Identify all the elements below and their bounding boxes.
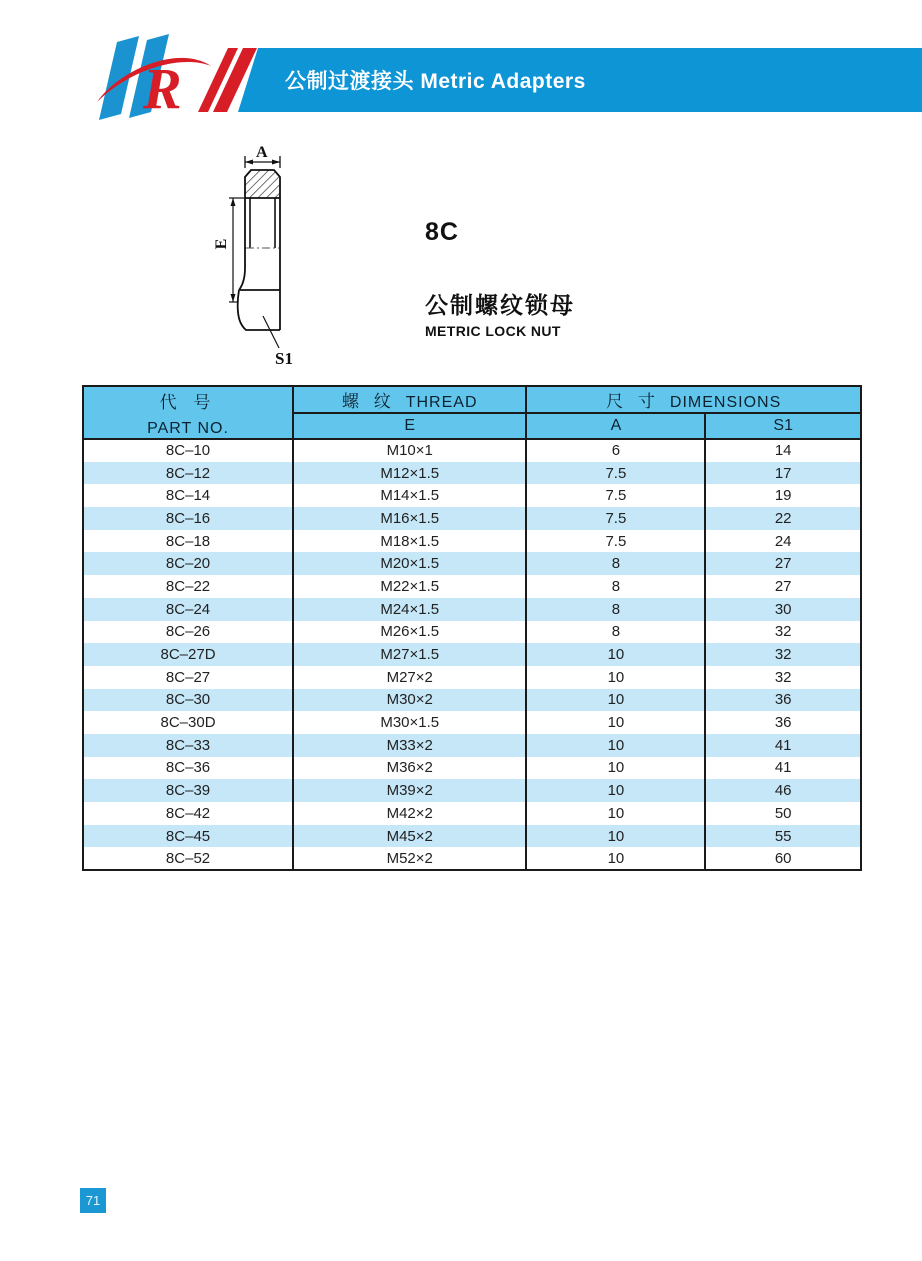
cell-dim-a: 10: [526, 847, 705, 870]
table-row: [83, 598, 861, 621]
cell-thread-e: M30×1.5: [293, 711, 526, 734]
cell-dim-s1: 24: [705, 530, 861, 553]
col-header-part-no-en: PART NO.: [147, 419, 229, 437]
cell-dim-a: 10: [526, 779, 705, 802]
cell-dim-s1: 46: [705, 779, 861, 802]
cell-part-no: 8C–42: [83, 802, 293, 825]
table-row: [83, 847, 861, 870]
cell-thread-e: M45×2: [293, 825, 526, 848]
dimension-s1-label: S1: [275, 349, 293, 368]
company-logo: [95, 30, 265, 122]
cell-dim-s1: 19: [705, 484, 861, 507]
col-header-thread: [293, 386, 526, 413]
cell-part-no: 8C–27: [83, 666, 293, 689]
col-header-dimensions: [526, 386, 861, 413]
cell-dim-a: 10: [526, 734, 705, 757]
cell-part-no: 8C–12: [83, 462, 293, 485]
product-name-zh: 公制螺纹锁母: [425, 292, 575, 318]
page-number-badge: 71: [80, 1188, 106, 1213]
cell-dim-s1: 22: [705, 507, 861, 530]
col-header-thread-en: THREAD: [405, 394, 478, 411]
cell-dim-s1: 50: [705, 802, 861, 825]
table-row: [83, 711, 861, 734]
cell-dim-a: 7.5: [526, 530, 705, 553]
col-header-dimensions-en: DIMENSIONS: [669, 394, 782, 411]
cell-dim-a: 10: [526, 802, 705, 825]
cell-part-no: 8C–20: [83, 552, 293, 575]
cell-thread-e: M36×2: [293, 757, 526, 780]
cell-dim-a: 10: [526, 643, 705, 666]
table-row: [83, 575, 861, 598]
s1-leader-line: [263, 316, 279, 348]
cell-dim-a: 10: [526, 757, 705, 780]
cell-dim-s1: 32: [705, 666, 861, 689]
cell-dim-s1: 36: [705, 689, 861, 712]
cell-dim-s1: 27: [705, 575, 861, 598]
table-row: [83, 621, 861, 644]
cell-thread-e: M12×1.5: [293, 462, 526, 485]
col-header-thread-zh: 螺 纹: [341, 392, 396, 411]
cell-thread-e: M10×1: [293, 439, 526, 462]
cell-dim-s1: 41: [705, 734, 861, 757]
cell-dim-s1: 36: [705, 711, 861, 734]
cell-thread-e: M24×1.5: [293, 598, 526, 621]
cell-dim-s1: 27: [705, 552, 861, 575]
dimension-e-label: E: [213, 238, 230, 250]
page-title: 公制过渡接头 Metric Adapters: [285, 70, 586, 93]
table-row: [83, 643, 861, 666]
cell-part-no: 8C–27D: [83, 643, 293, 666]
table-row: [83, 507, 861, 530]
cell-thread-e: M27×1.5: [293, 643, 526, 666]
cell-thread-e: M22×1.5: [293, 575, 526, 598]
cell-thread-e: M52×2: [293, 847, 526, 870]
cell-dim-s1: 41: [705, 757, 861, 780]
nut-section-hatch: [245, 170, 280, 198]
logo-letter: R: [143, 56, 182, 121]
cell-dim-a: 7.5: [526, 484, 705, 507]
cell-dim-s1: 14: [705, 439, 861, 462]
cell-part-no: 8C–30: [83, 689, 293, 712]
col-subheader-a: A: [526, 413, 705, 439]
cell-part-no: 8C–22: [83, 575, 293, 598]
cell-part-no: 8C–10: [83, 439, 293, 462]
col-header-dimensions-zh: 尺 寸: [606, 392, 660, 411]
table-row: [83, 530, 861, 553]
table-row: [83, 484, 861, 507]
cell-dim-a: 8: [526, 552, 705, 575]
cell-thread-e: M33×2: [293, 734, 526, 757]
cell-thread-e: M18×1.5: [293, 530, 526, 553]
table-row: [83, 552, 861, 575]
hex-lower-outline: [238, 290, 280, 330]
cell-dim-a: 8: [526, 621, 705, 644]
cell-part-no: 8C–39: [83, 779, 293, 802]
cell-part-no: 8C–33: [83, 734, 293, 757]
cell-dim-a: 10: [526, 711, 705, 734]
cell-dim-a: 10: [526, 825, 705, 848]
table-row: [83, 689, 861, 712]
product-block: [425, 218, 575, 339]
product-code: 8C: [425, 218, 459, 246]
cell-dim-a: 6: [526, 439, 705, 462]
table-row: [83, 779, 861, 802]
col-header-part-no-zh: 代 号: [159, 392, 217, 412]
cell-thread-e: M30×2: [293, 689, 526, 712]
cell-dim-a: 8: [526, 598, 705, 621]
cell-part-no: 8C–14: [83, 484, 293, 507]
table-row: [83, 757, 861, 780]
product-name-en: METRIC LOCK NUT: [425, 323, 561, 339]
col-subheader-e: E: [293, 413, 526, 439]
cell-thread-e: M27×2: [293, 666, 526, 689]
cell-part-no: 8C–26: [83, 621, 293, 644]
cell-dim-s1: 30: [705, 598, 861, 621]
parts-table: [82, 385, 862, 871]
cell-thread-e: M16×1.5: [293, 507, 526, 530]
cell-thread-e: M39×2: [293, 779, 526, 802]
cell-dim-a: 8: [526, 575, 705, 598]
cell-dim-s1: 55: [705, 825, 861, 848]
table-row: [83, 462, 861, 485]
cell-part-no: 8C–24: [83, 598, 293, 621]
cell-dim-s1: 17: [705, 462, 861, 485]
cell-dim-s1: 60: [705, 847, 861, 870]
cell-part-no: 8C–45: [83, 825, 293, 848]
page-header: [0, 0, 922, 130]
cell-thread-e: M20×1.5: [293, 552, 526, 575]
cell-dim-s1: 32: [705, 621, 861, 644]
lock-nut-section-drawing: [205, 140, 335, 372]
cell-dim-a: 10: [526, 666, 705, 689]
cell-thread-e: M42×2: [293, 802, 526, 825]
dimension-a-label: A: [256, 144, 268, 161]
cell-part-no: 8C–16: [83, 507, 293, 530]
hex-chamfer-curve: [239, 268, 245, 290]
cell-dim-a: 7.5: [526, 462, 705, 485]
cell-part-no: 8C–52: [83, 847, 293, 870]
cell-part-no: 8C–18: [83, 530, 293, 553]
cell-dim-a: 10: [526, 689, 705, 712]
col-subheader-s1: S1: [705, 413, 861, 439]
parts-table-wrap: [82, 385, 862, 871]
table-row: [83, 825, 861, 848]
cell-part-no: 8C–36: [83, 757, 293, 780]
table-row: [83, 439, 861, 462]
table-row: [83, 666, 861, 689]
cell-dim-s1: 32: [705, 643, 861, 666]
cell-part-no: 8C–30D: [83, 711, 293, 734]
col-header-part-no: [83, 386, 293, 439]
table-row: [83, 802, 861, 825]
cell-dim-a: 7.5: [526, 507, 705, 530]
cell-thread-e: M14×1.5: [293, 484, 526, 507]
cell-thread-e: M26×1.5: [293, 621, 526, 644]
table-row: [83, 734, 861, 757]
